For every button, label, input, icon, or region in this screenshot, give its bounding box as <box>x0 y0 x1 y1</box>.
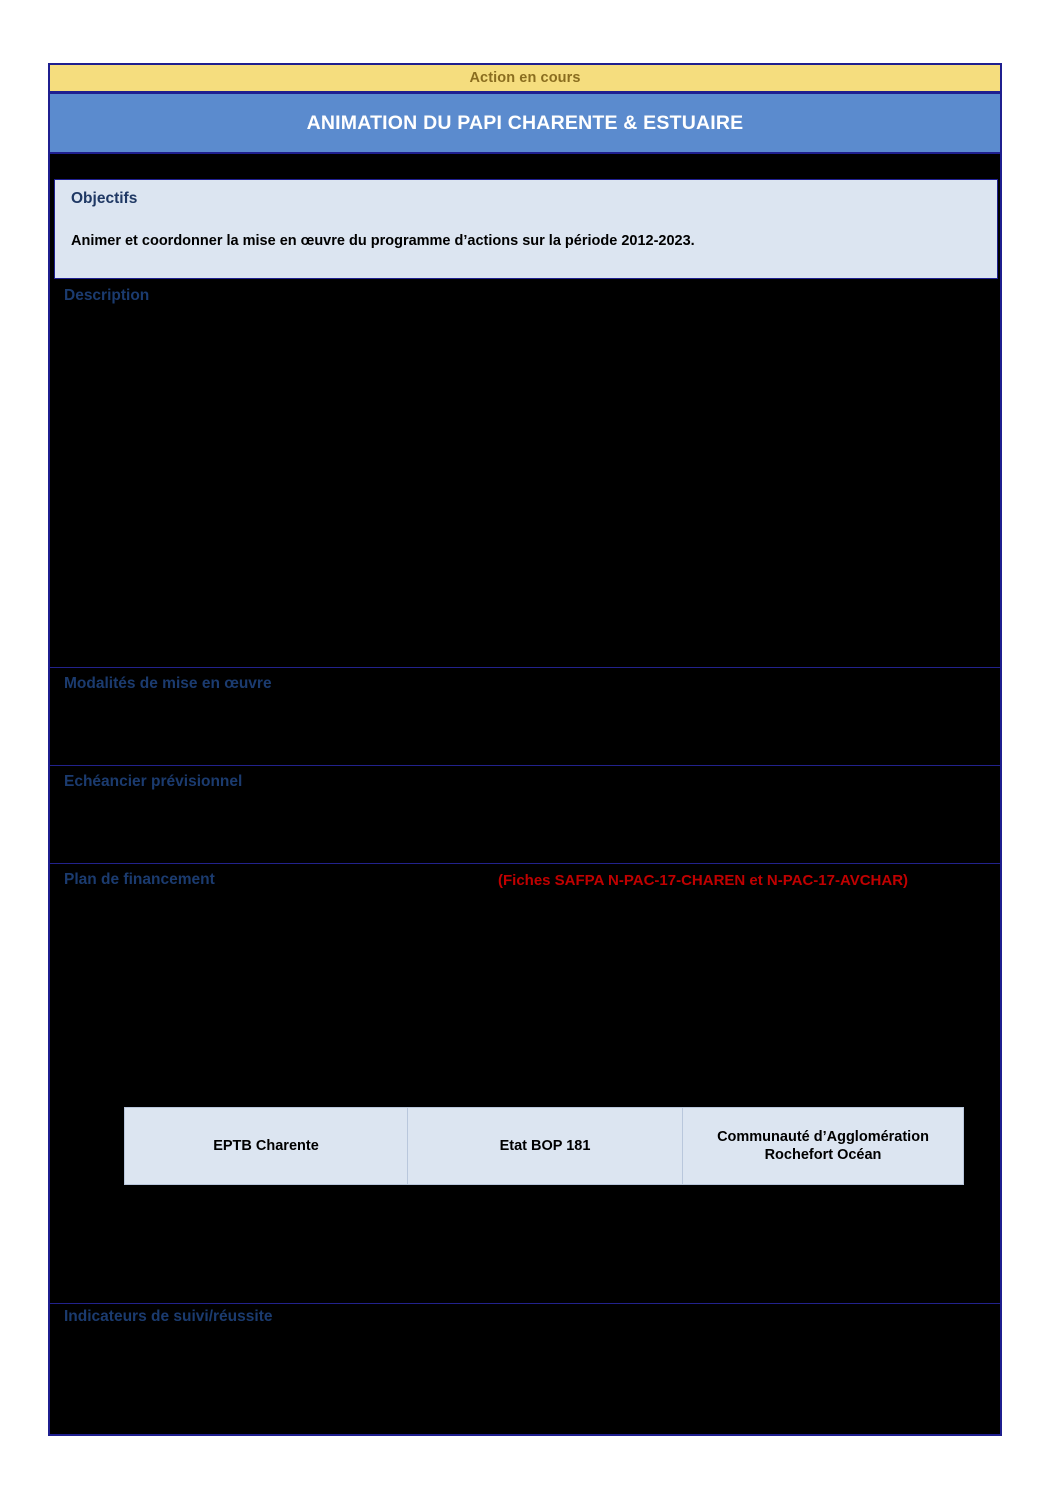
page-title: ANIMATION DU PAPI CHARENTE & ESTUAIRE <box>306 111 744 134</box>
section-heading-echeancier: Echéancier prévisionnel <box>64 773 243 790</box>
divider-description <box>50 667 1000 668</box>
section-heading-plan-financement: Plan de financement <box>64 871 215 888</box>
divider-modalites <box>50 765 1000 766</box>
section-heading-modalites: Modalités de mise en œuvre <box>64 675 272 692</box>
table-row <box>125 1108 964 1185</box>
section-heading-indicateurs: Indicateurs de suivi/réussite <box>64 1308 273 1325</box>
section-heading-description: Description <box>64 287 150 304</box>
divider-plan-financement <box>50 1303 1000 1304</box>
section-objectifs <box>54 179 998 279</box>
sheet-title-bar <box>50 92 1000 154</box>
action-sheet <box>48 63 1002 1436</box>
table-cell-etat: Etat BOP 181 <box>408 1108 683 1185</box>
divider-echeancier <box>50 863 1000 864</box>
status-banner-label: Action en cours <box>469 70 581 86</box>
financing-table <box>124 1107 964 1185</box>
status-banner <box>50 65 1000 92</box>
table-cell-eptb: EPTB Charente <box>125 1108 408 1185</box>
section-heading-objectifs: Objectifs <box>71 190 138 207</box>
table-cell-caro: Communauté d’Agglomération Rochefort Océan <box>683 1108 964 1185</box>
section-text-objectifs: Animer et coordonner la mise en œuvre du programme d’actions sur la période 2012-2023. <box>71 233 695 249</box>
plan-financement-note: (Fiches SAFPA N-PAC-17-CHAREN et N-PAC-17-AVCHAR) <box>498 872 909 889</box>
title-spacer <box>50 154 1000 179</box>
